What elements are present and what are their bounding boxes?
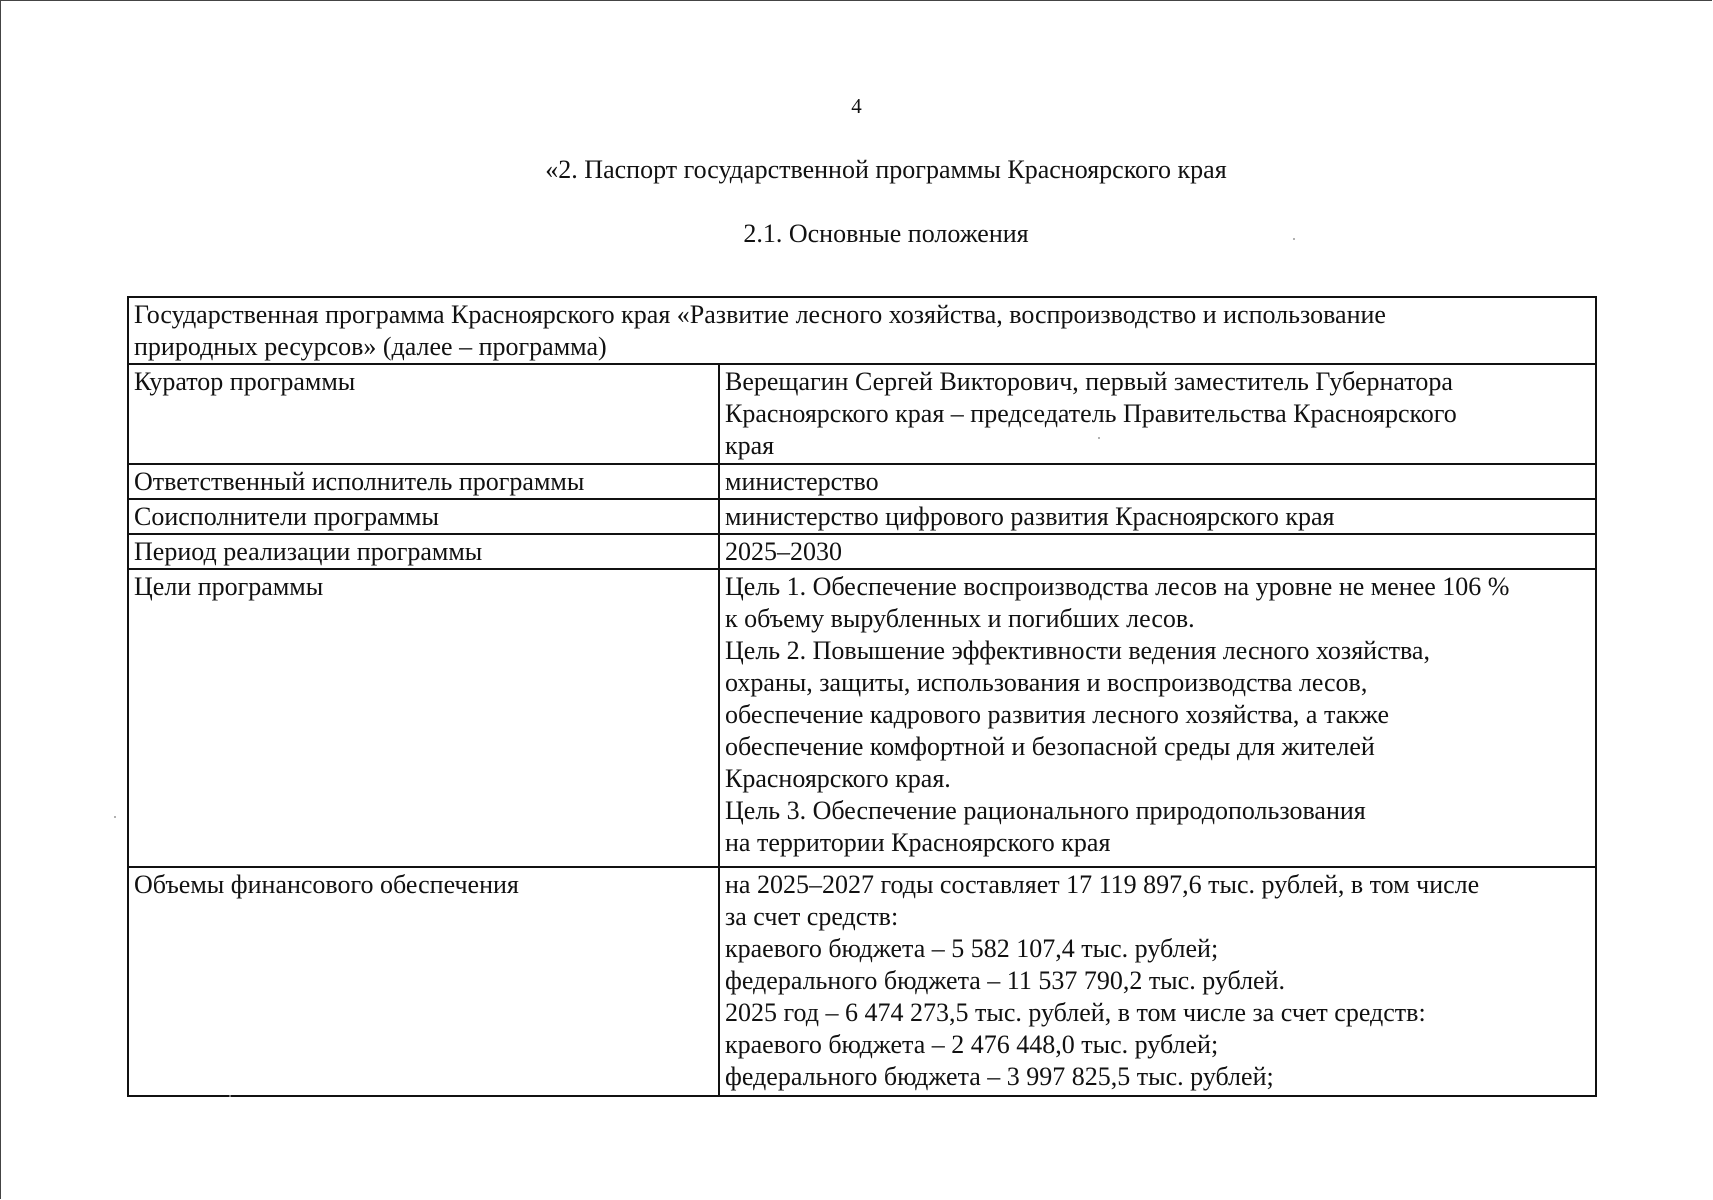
program-name-line: природных ресурсов» (далее – программа): [134, 332, 607, 361]
goals-label: Цели программы: [128, 569, 719, 867]
curator-value-line: края: [725, 431, 775, 460]
finance-value-line: федерального бюджета – 3 997 825,5 тыс. рублей;: [725, 1062, 1274, 1091]
curator-value-line: Верещагин Сергей Викторович, первый заместитель Губернатора: [725, 367, 1453, 396]
goals-value-line: Цель 1. Обеспечение воспроизводства лесов на уровне не менее 106 %: [725, 572, 1510, 601]
section-title: 2.1. Основные положения: [743, 219, 1029, 248]
table-row-program-name: [128, 297, 1596, 364]
goals-value-line: Цель 3. Обеспечение рационального природопользования: [725, 796, 1366, 825]
program-name-cell: [128, 297, 1596, 364]
coexecutors-value: министерство цифрового развития Красноярского края: [719, 499, 1596, 534]
program-name-line: Государственная программа Красноярского края «Развитие лесного хозяйства, воспроизводство и использование: [134, 300, 1386, 329]
program-passport-table: [127, 296, 1597, 1097]
goals-value-line: обеспечение комфортной и безопасной среды для жителей: [725, 732, 1375, 761]
table-row-finance: [128, 867, 1596, 1096]
goals-value-line: Красноярского края.: [725, 764, 951, 793]
scan-speck: [229, 1095, 231, 1097]
period-value: 2025–2030: [719, 534, 1596, 569]
goals-value-line: на территории Красноярского края: [725, 828, 1111, 857]
curator-label: Куратор программы: [128, 364, 719, 464]
finance-value-line: на 2025–2027 годы составляет 17 119 897,6 тыс. рублей, в том числе: [725, 870, 1480, 899]
table-row-goals: [128, 569, 1596, 867]
finance-value-line: краевого бюджета – 5 582 107,4 тыс. рублей;: [725, 934, 1219, 963]
table-row-curator: [128, 364, 1596, 464]
responsible-value: министерство: [719, 464, 1596, 499]
table-row-responsible: [128, 464, 1596, 499]
document-title: «2. Паспорт государственной программы Красноярского края: [545, 155, 1227, 184]
table-row-period: [128, 534, 1596, 569]
finance-value-line: за счет средств:: [725, 902, 899, 931]
goals-value: [719, 569, 1596, 867]
scan-speck: [114, 816, 116, 818]
page-number: 4: [851, 94, 862, 118]
table-row-coexecutors: [128, 499, 1596, 534]
responsible-label: Ответственный исполнитель программы: [128, 464, 719, 499]
goals-value-line: к объему вырубленных и погибших лесов.: [725, 604, 1195, 633]
coexecutors-label: Соисполнители программы: [128, 499, 719, 534]
goals-value-line: обеспечение кадрового развития лесного хозяйства, а также: [725, 700, 1389, 729]
finance-value: [719, 867, 1596, 1096]
curator-value: [719, 364, 1596, 464]
period-label: Период реализации программы: [128, 534, 719, 569]
scan-speck: [1293, 238, 1295, 240]
curator-value-line: Красноярского края – председатель Правительства Красноярского: [725, 399, 1457, 428]
finance-label: Объемы финансового обеспечения: [128, 867, 719, 1096]
goals-value-line: Цель 2. Повышение эффективности ведения лесного хозяйства,: [725, 636, 1430, 665]
scan-speck: [1098, 437, 1100, 439]
finance-value-line: федерального бюджета – 11 537 790,2 тыс. рублей.: [725, 966, 1286, 995]
finance-value-line: краевого бюджета – 2 476 448,0 тыс. рублей;: [725, 1030, 1219, 1059]
finance-value-line: 2025 год – 6 474 273,5 тыс. рублей, в том числе за счет средств:: [725, 998, 1426, 1027]
goals-value-line: охраны, защиты, использования и воспроизводства лесов,: [725, 668, 1368, 697]
